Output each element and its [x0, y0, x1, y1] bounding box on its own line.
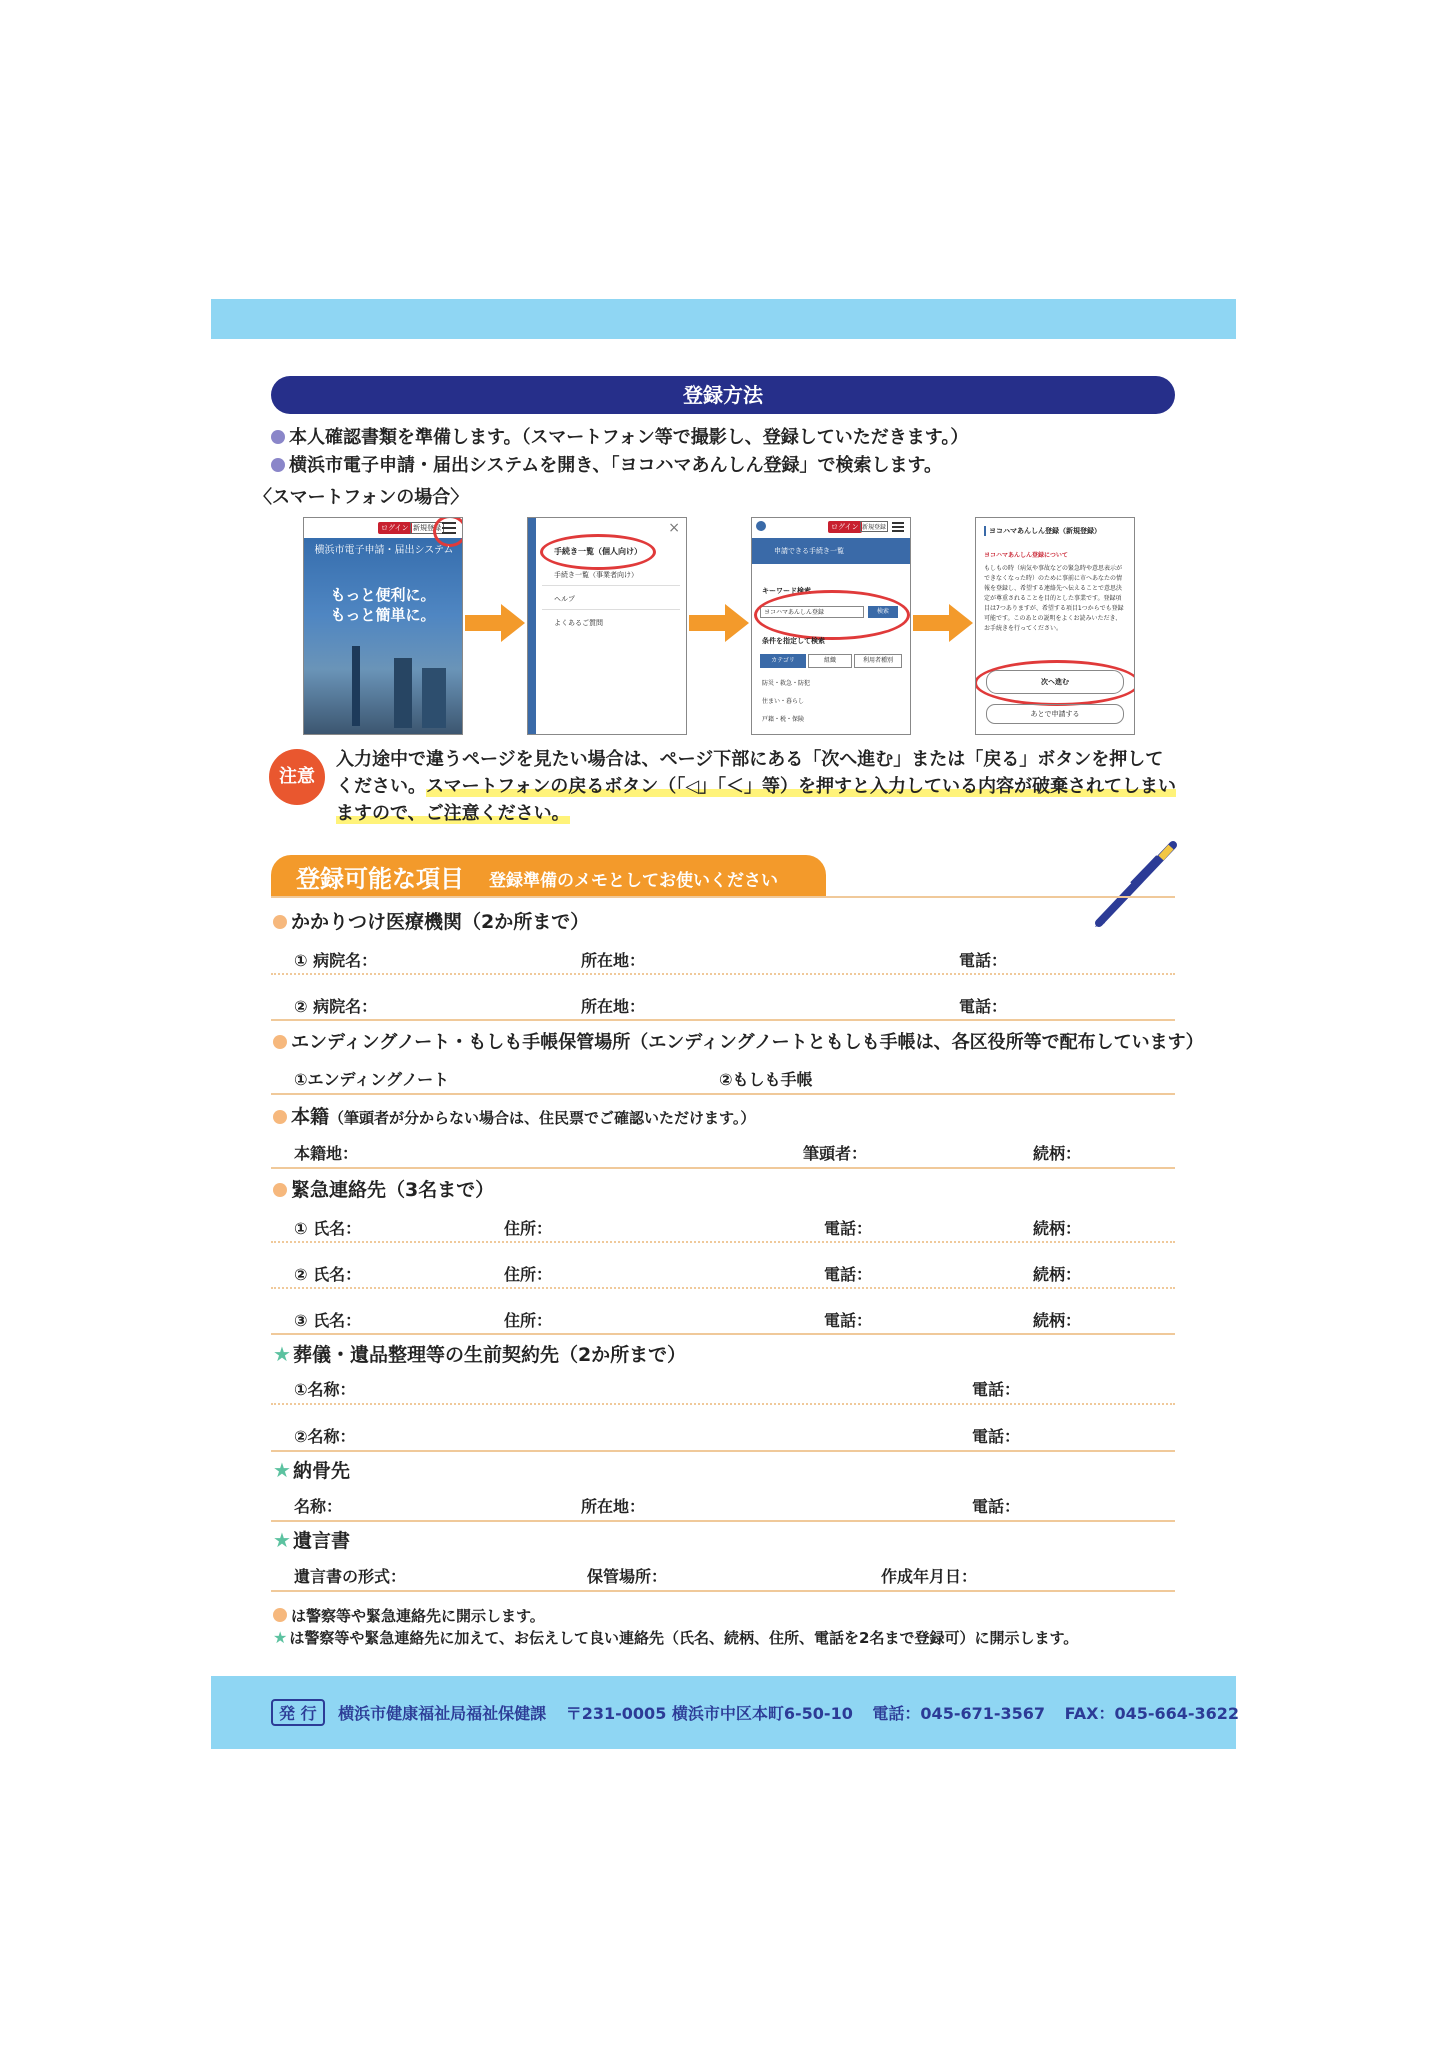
- screenshot-procedure-list: ログイン 新規登録 申請できる手続き一覧 キーワード検索 ヨコハマあんしん登録 検索 条件を指定して検索 カテゴリ 組織 利用者種別 防災・救急・防犯 住まい・暮らし 戸籍・税・保険: [751, 517, 911, 735]
- close-icon[interactable]: ×: [668, 520, 680, 536]
- highlight-circle: [754, 590, 910, 640]
- purple-dot-icon: [271, 458, 285, 472]
- intro-line-1: 本人確認書類を準備します。（スマートフォン等で撮影し、登録していただきます。）: [271, 423, 968, 449]
- arrow-right-icon: [689, 604, 749, 642]
- site-title: 横浜市電子申請・届出システム: [314, 545, 454, 556]
- emergency-heading: 緊急連絡先（3名まで）: [273, 1175, 494, 1202]
- purple-dot-icon: [271, 430, 285, 444]
- divider: [271, 973, 1175, 975]
- later-button[interactable]: あとで申請する: [986, 704, 1124, 724]
- divider: [271, 896, 1175, 898]
- divider: [271, 1520, 1175, 1522]
- menu-item-faq[interactable]: よくあるご質問: [554, 619, 603, 627]
- divider: [271, 1333, 1175, 1335]
- search-button[interactable]: 検索: [868, 606, 898, 618]
- star-icon: ★: [273, 1342, 291, 1366]
- orange-dot-icon: [273, 1035, 287, 1049]
- list-item[interactable]: 防災・救急・防犯: [762, 680, 811, 687]
- menu-item-business[interactable]: 手続き一覧（事業者向け）: [554, 571, 638, 579]
- register-button[interactable]: 新規登録: [410, 522, 444, 534]
- arrow-right-icon: [913, 604, 973, 642]
- screenshot-registration-intro: ヨコハマあんしん登録（新規登録） ヨコハマあんしん登録について もしもの時（病気や事故などの緊急時や意思表示ができなくなった時）のために事前に市へあなたの情報を登録し、希望する連絡先へ伝えることで意思決定が尊重されることを目的とした事業です。登録項目は7つありますが、希望する項目1つからでも登録可能です。このあとの説明をよくお読みいただき、お手続きを行ってください。 次へ進む あとで申請する: [975, 517, 1135, 735]
- orange-dot-icon: [273, 1608, 287, 1622]
- divider: [271, 1287, 1175, 1289]
- star-icon: ★: [273, 1528, 291, 1552]
- orange-dot-icon: [273, 915, 287, 929]
- tab-organization[interactable]: 組織: [808, 654, 852, 668]
- highlight-circle: [433, 517, 463, 547]
- login-button[interactable]: ログイン: [378, 522, 412, 534]
- divider: [271, 1093, 1175, 1095]
- divider: [271, 1590, 1175, 1592]
- orange-dot-icon: [273, 1110, 287, 1124]
- will-heading: ★ 遺言書: [273, 1528, 350, 1552]
- list-item[interactable]: 住まい・暮らし: [762, 698, 805, 705]
- pen-icon: [1091, 839, 1181, 929]
- orange-dot-icon: [273, 1183, 287, 1197]
- star-icon: ★: [273, 1628, 288, 1647]
- publisher-footer: 発 行 横浜市健康福祉局福祉保健課 〒231-0005 横浜市中区本町6-50-10 電話：045-671-3567 FAX：045-664-3622: [271, 1699, 1239, 1726]
- logo-icon: [756, 521, 766, 531]
- highlight-circle: [975, 660, 1135, 706]
- list-item[interactable]: 戸籍・税・保険: [762, 716, 805, 723]
- screenshot-home: ログイン 新規登録 横浜市電子申請・届出システム もっと便利に。 もっと簡単に。: [303, 517, 463, 735]
- divider: [271, 1241, 1175, 1243]
- ending-note-heading: エンディングノート・もしも手帳保管場所（エンディングノートともしも手帳は、各区役所等で配布しています）: [273, 1028, 1204, 1054]
- clinic-heading: かかりつけ医療機関（2か所まで）: [273, 907, 589, 934]
- top-color-band: [211, 299, 1236, 339]
- honseki-heading: 本籍（筆頭者が分からない場合は、住民票でご確認いただけます。）: [273, 1102, 755, 1129]
- registrable-items-tab: 登録可能な項目 登録準備のメモとしてお使いください: [271, 855, 826, 896]
- tab-category[interactable]: カテゴリ: [760, 654, 806, 668]
- attention-badge: 注意: [269, 749, 325, 805]
- next-button[interactable]: 次へ進む: [986, 670, 1124, 694]
- hamburger-menu-icon[interactable]: [892, 522, 904, 533]
- list-header: 申請できる手続き一覧: [752, 538, 910, 564]
- register-button[interactable]: 新規登録: [860, 521, 888, 532]
- divider: [271, 1450, 1175, 1452]
- note-star: ★ は警察等や緊急連絡先に加えて、お伝えして良い連絡先（氏名、続柄、住所、電話を2名まで登録可）に開示します。: [273, 1628, 1079, 1647]
- login-button[interactable]: ログイン: [828, 521, 862, 533]
- highlight-circle: [540, 534, 656, 570]
- menu-item-individual[interactable]: 手続き一覧（個人向け）: [554, 547, 642, 556]
- section-title: 登録方法: [271, 376, 1175, 414]
- flyer-page: 登録方法 本人確認書類を準備します。（スマートフォン等で撮影し、登録していただきます。） 横浜市電子申請・届出システムを開き、「ヨコハマあんしん登録」で検索します。 〈スマートフォンの場合〉 ログイン 新規登録 横浜市電子申請・届出システム もっと便利に。 もっと簡単に。 × 手続き一覧（個人向け） 手続き一覧（事業者向け） ヘルプ よくあるご質問 ログイン 新規登録 申請できる手続き一覧 キーワード検索 ヨコハマあんしん登録 検索 条件を指定して検索 カテゴリ 組織 利用者種別 防災・救急・防犯 住まい・暮らし 戸籍・税・保険 ヨコハマあんしん登録（新規登録） ヨコハマあんしん登録について もしもの時（病気や事故などの緊急時や意思表示ができなくなった時）のために事前に市へあなたの情報を登録し、希望する連絡先へ伝えることで意思決定が尊重されることを目的とした事業です。登録項目は7つありますが、希望する項目1つからでも登録可能です。このあとの説明をよくお読みいただき、お手続きを行ってください。 次へ進む あとで申請する 注意 入力途中で違うページを見たい場合は、ページ下部にある「次へ進む」または「戻る」ボタンを押してください。スマートフォンの戻るボタン（「◁」「＜」等）を押すと入力している内容が破棄されてしまいますので、ご注意ください。 登録可能な項目 登録準備のメモとしてお使いください かかりつけ医療機関（2か所まで） ① 病院名： 所在地： 電話： ② 病院名： 所在地： 電話： エンディングノート・もしも手帳保管場所（エンディングノートともしも手帳は、各区役所等で配布しています） ①エンディングノート ②もしも手帳 本籍（筆頭者が分からない場合は、住民票でご確認いただけます。） 本籍地： 筆頭者： 続柄： 緊急連絡先（3名まで） ① 氏名： 住所： 電話： 続柄： ② 氏名： 住所： 電話： 続柄： ③ 氏名： 住所： 電話： 続柄： ★ 葬儀・遺品整理等の生前契約先（2か所まで） ①名称： 電話： ②名称： 電話： ★ 納骨先 名称： 所在地： 電話： ★ 遺言書 遺言書の形式： 保管場所： 作成年月日： は警察等や緊急連絡先に開示します。 ★ は警察等や緊急連絡先に加えて、お伝えして良い連絡先（氏名、続柄、住所、電話を2名まで登録可）に開示します。 発 行 横浜市健康福祉局福祉保健課 〒231-0005 横浜市中区本町6-50-10 電話：045-671-3567 FAX：045-664-3622: [211, 299, 1236, 1749]
- divider: [271, 1167, 1175, 1169]
- divider: [271, 1019, 1175, 1021]
- smartphone-case-label: 〈スマートフォンの場合〉: [254, 487, 469, 508]
- funeral-heading: ★ 葬儀・遺品整理等の生前契約先（2か所まで）: [273, 1342, 687, 1366]
- nokotsu-heading: ★ 納骨先: [273, 1458, 350, 1482]
- divider: [271, 1403, 1175, 1405]
- attention-text: 入力途中で違うページを見たい場合は、ページ下部にある「次へ進む」または「戻る」ボタンを押してください。スマートフォンの戻るボタン（「◁」「＜」等）を押すと入力している内容が破棄されてしまいますので、ご注意ください。: [336, 749, 1177, 824]
- note-orange: は警察等や緊急連絡先に開示します。: [273, 1605, 545, 1626]
- arrow-right-icon: [465, 604, 525, 642]
- search-input[interactable]: ヨコハマあんしん登録: [760, 606, 864, 618]
- screenshot-menu: [527, 517, 687, 735]
- tab-user-type[interactable]: 利用者種別: [854, 654, 902, 668]
- intro-line-2: 横浜市電子申請・届出システムを開き、「ヨコハマあんしん登録」で検索します。: [271, 451, 942, 477]
- star-icon: ★: [273, 1458, 291, 1482]
- menu-item-help[interactable]: ヘルプ: [554, 595, 575, 603]
